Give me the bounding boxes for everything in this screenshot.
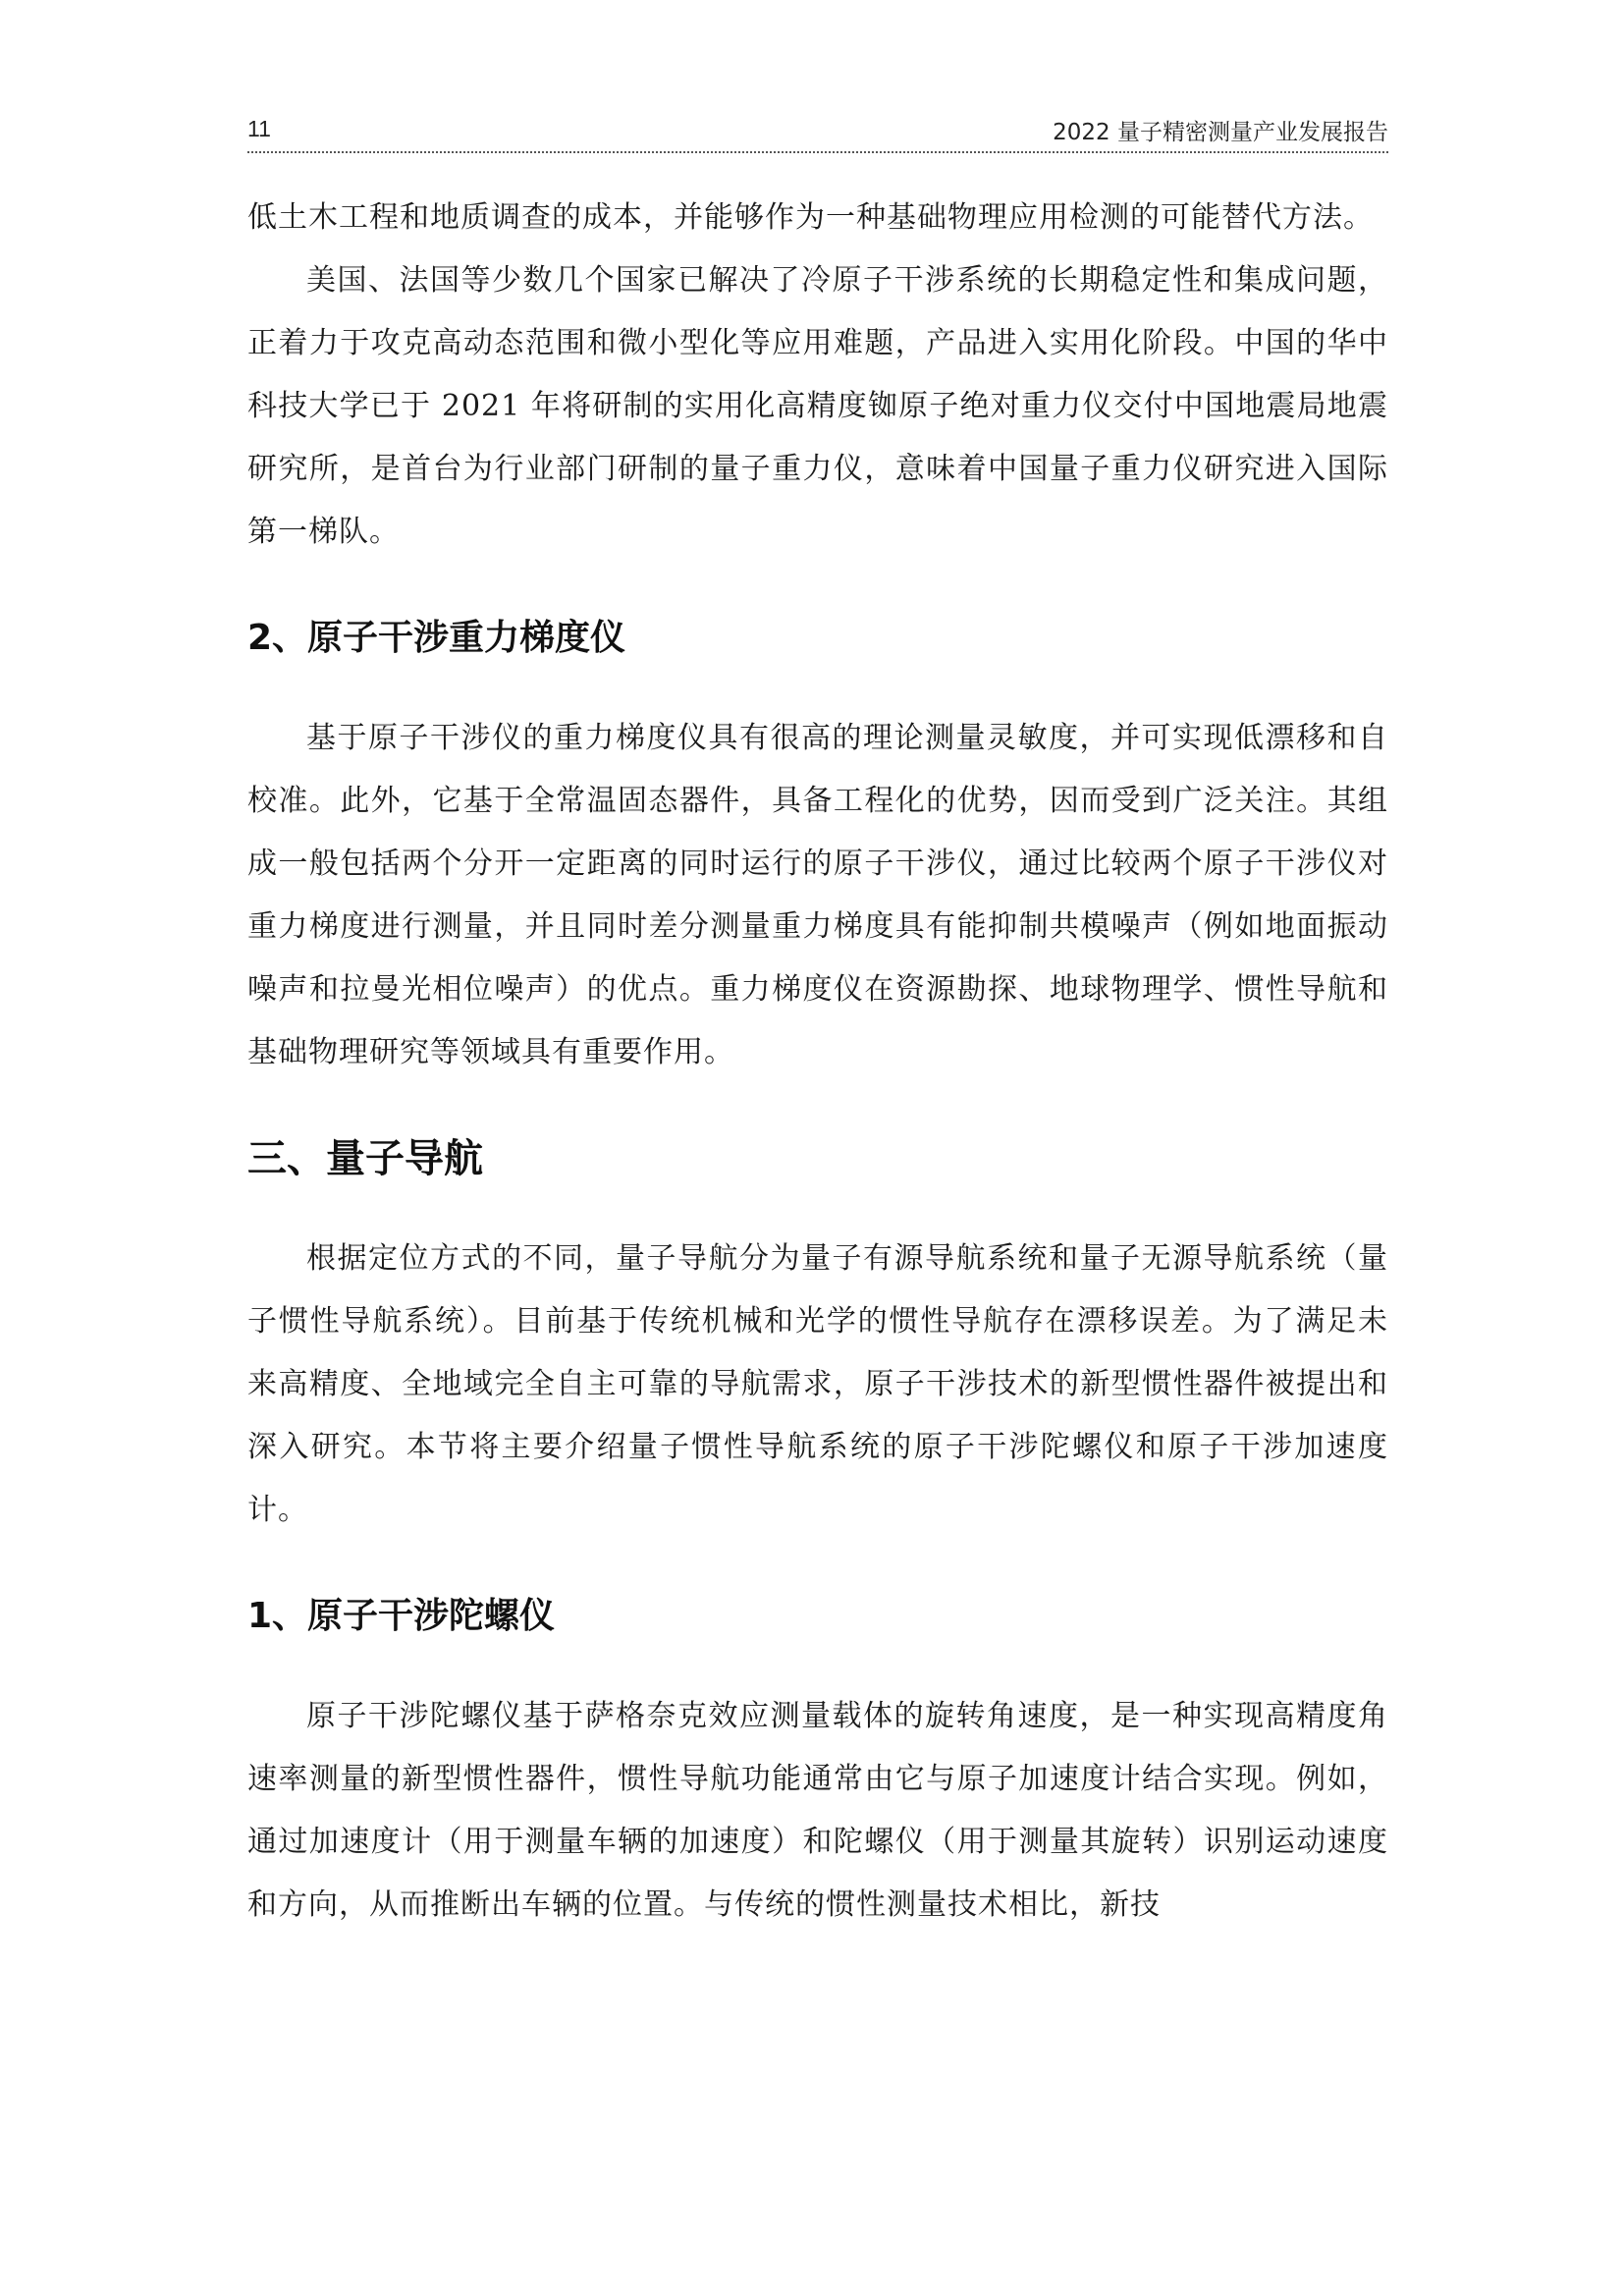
body-paragraph: 原子干涉陀螺仪基于萨格奈克效应测量载体的旋转角速度，是一种实现高精度角速率测量的新型惯性器件，惯性导航功能通常由它与原子加速度计结合实现。例如，通过加速度计（用于测量车辆的加速度）和陀螺仪（用于测量其旋转）识别运动速度和方向，从而推断出车辆的位置。与传统的惯性测量技术相比，新技 bbox=[247, 1699, 1388, 1922]
page-number: 11 bbox=[247, 116, 271, 141]
report-title: 2022 量子精密测量产业发展报告 bbox=[1053, 120, 1388, 145]
body-paragraph: 低土木工程和地质调查的成本，并能够作为一种基础物理应用检测的可能替代方法。 bbox=[247, 200, 1374, 235]
body-paragraph: 根据定位方式的不同，量子导航分为量子有源导航系统和量子无源导航系统（量子惯性导航系统）。目前基于传统机械和光学的惯性导航存在漂移误差。为了满足未来高精度、全地域完全自主可靠的导航需求，原子干涉技术的新型惯性器件被提出和深入研究。本节将主要介绍量子惯性导航系统的原子干涉陀螺仪和原子干涉加速度计。 bbox=[247, 1241, 1388, 1527]
body-paragraph: 美国、法国等少数几个国家已解决了冷原子干涉系统的长期稳定性和集成问题，正着力于攻克高动态范围和微小型化等应用难题，产品进入实用化阶段。中国的华中科技大学已于 2021 年将研制的实用化高精度铷原子绝对重力仪交付中国地震局地震研究所，是首台为行业部门研制的量子重力仪，意味着中国量子重力仪研究进入国际第一梯队。 bbox=[247, 263, 1388, 549]
page-header bbox=[247, 112, 1388, 153]
section-heading-gyroscope: 1、原子干涉陀螺仪 bbox=[247, 1596, 556, 1636]
section-heading-gradiometer: 2、原子干涉重力梯度仪 bbox=[247, 618, 626, 658]
body-paragraph: 基于原子干涉仪的重力梯度仪具有很高的理论测量灵敏度，并可实现低漂移和自校准。此外，它基于全常温固态器件，具备工程化的优势，因而受到广泛关注。其组成一般包括两个分开一定距离的同时运行的原子干涉仪，通过比较两个原子干涉仪对重力梯度进行测量，并且同时差分测量重力梯度具有能抑制共模噪声（例如地面振动噪声和拉曼光相位噪声）的优点。重力梯度仪在资源勘探、地球物理学、惯性导航和基础物理研究等领域具有重要作用。 bbox=[247, 721, 1388, 1069]
section-heading-navigation: 三、量子导航 bbox=[247, 1136, 483, 1181]
page-body bbox=[247, 187, 1388, 1937]
